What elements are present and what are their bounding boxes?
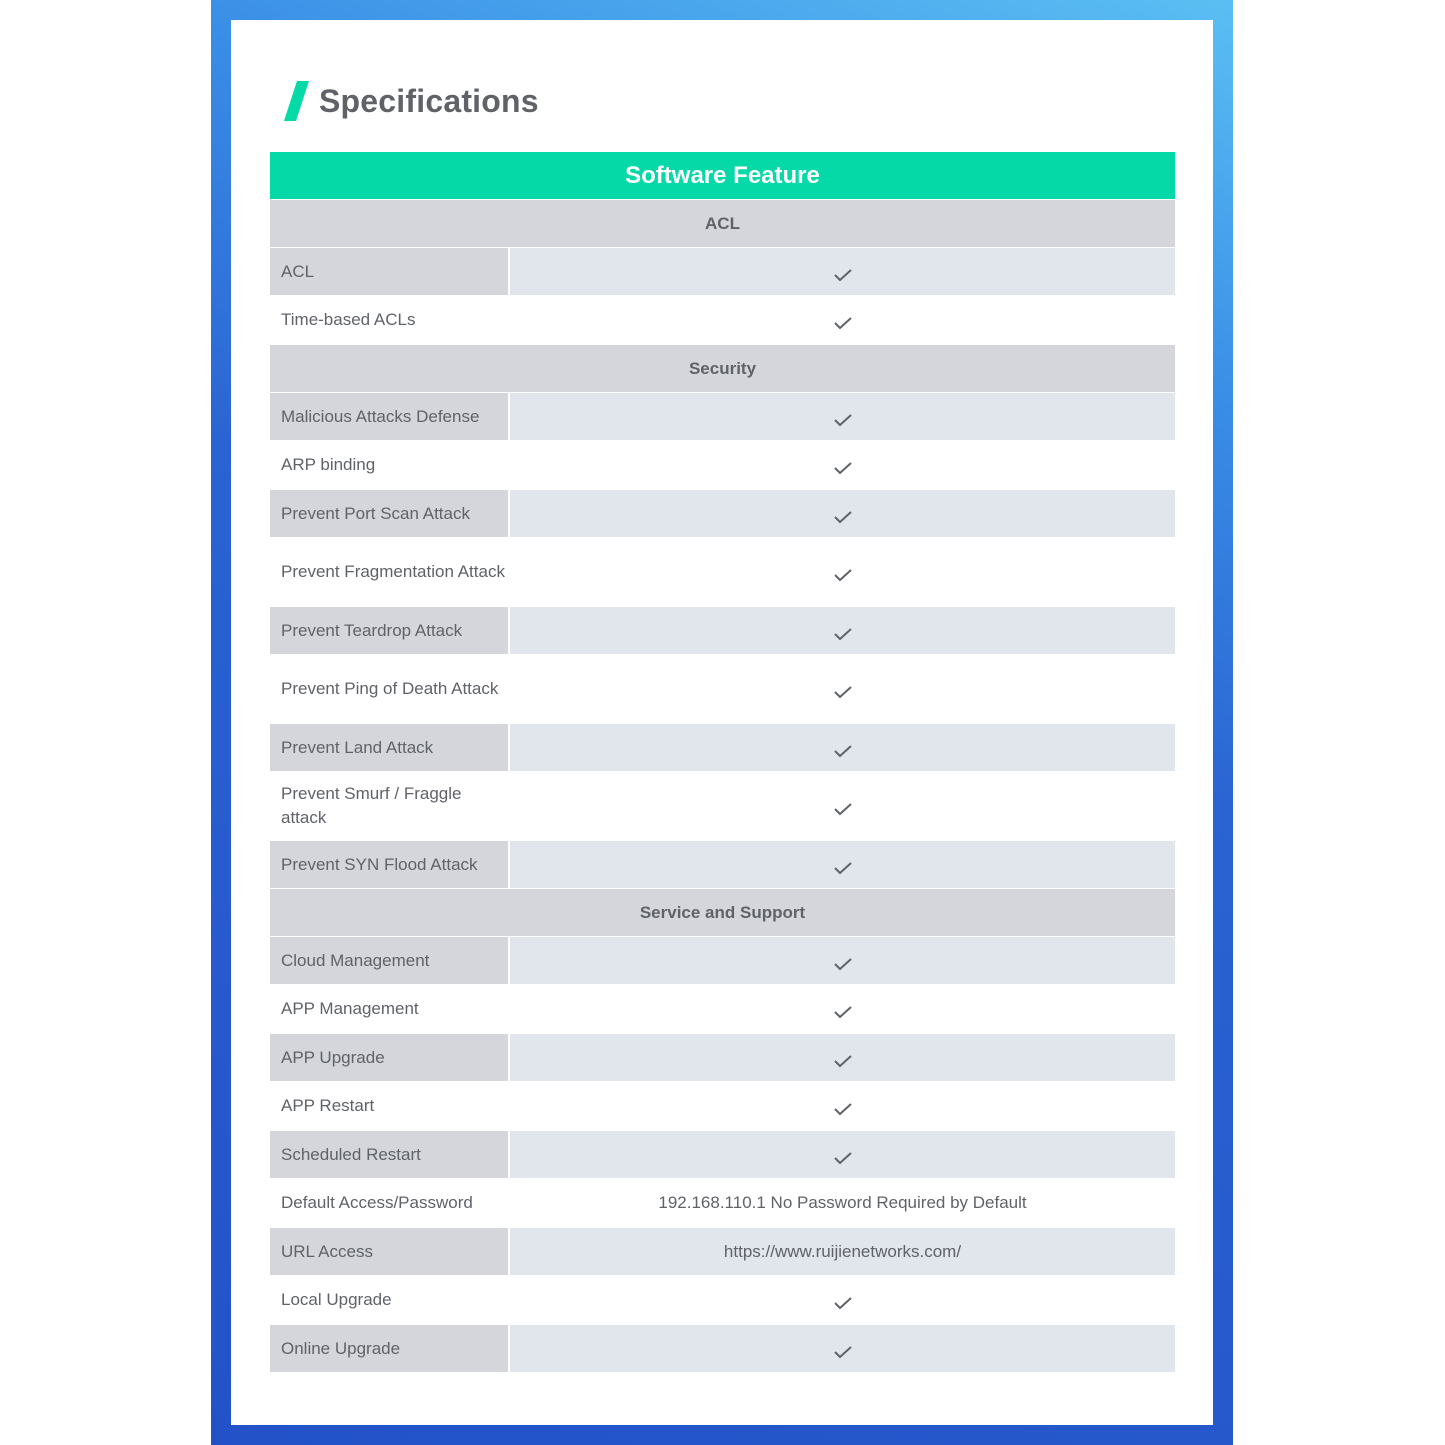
table-row	[270, 393, 1175, 440]
table-row	[270, 1082, 1175, 1130]
row-label: Malicious Attacks Defense	[270, 393, 508, 440]
row-value	[510, 841, 1175, 888]
row-value	[510, 1131, 1175, 1178]
table-row	[270, 1325, 1175, 1372]
section-header: Service and Support	[270, 889, 1175, 936]
spec-table	[270, 152, 1175, 1373]
row-value	[510, 490, 1175, 537]
table-row	[270, 841, 1175, 888]
row-value	[510, 985, 1175, 1033]
row-label: Prevent Smurf / Fraggle attack	[270, 772, 508, 840]
table-row	[270, 1228, 1175, 1275]
table-row	[270, 985, 1175, 1033]
table-row	[270, 724, 1175, 771]
row-label: Default Access/Password	[270, 1179, 508, 1227]
row-value	[510, 538, 1175, 606]
section-header: ACL	[270, 200, 1175, 247]
row-value	[510, 393, 1175, 440]
row-value	[510, 296, 1175, 344]
table-row	[270, 296, 1175, 344]
table-row	[270, 937, 1175, 984]
check-icon	[834, 860, 852, 874]
table-row	[270, 490, 1175, 537]
row-value	[510, 441, 1175, 489]
row-label: Local Upgrade	[270, 1276, 508, 1324]
page-title: Specifications	[319, 82, 539, 119]
row-label: Prevent Teardrop Attack	[270, 607, 508, 654]
section-header: Security	[270, 345, 1175, 392]
check-icon	[834, 801, 852, 815]
table-row	[270, 607, 1175, 654]
row-label: APP Upgrade	[270, 1034, 508, 1081]
table-row	[270, 248, 1175, 295]
check-icon	[834, 1053, 852, 1067]
row-label: Prevent SYN Flood Attack	[270, 841, 508, 888]
row-label: Scheduled Restart	[270, 1131, 508, 1178]
check-icon	[834, 684, 852, 698]
row-value	[510, 1082, 1175, 1130]
check-icon	[834, 267, 852, 281]
check-icon	[834, 743, 852, 757]
check-icon	[834, 509, 852, 523]
check-icon	[834, 1004, 852, 1018]
page-heading	[283, 78, 539, 124]
check-icon	[834, 1101, 852, 1115]
row-value: 192.168.110.1 No Password Required by Default	[510, 1179, 1175, 1227]
row-label: Prevent Land Attack	[270, 724, 508, 771]
row-label: APP Management	[270, 985, 508, 1033]
check-icon	[834, 956, 852, 970]
row-label: Cloud Management	[270, 937, 508, 984]
row-value	[510, 248, 1175, 295]
table-row	[270, 772, 1175, 840]
check-icon	[834, 567, 852, 581]
row-label: ARP binding	[270, 441, 508, 489]
table-row	[270, 1179, 1175, 1227]
slash-accent-icon	[283, 79, 327, 123]
table-title: Software Feature	[270, 152, 1175, 199]
check-icon	[834, 412, 852, 426]
row-label: Prevent Ping of Death Attack	[270, 655, 508, 723]
row-value	[510, 772, 1175, 840]
row-value	[510, 607, 1175, 654]
row-value	[510, 655, 1175, 723]
row-label: Online Upgrade	[270, 1325, 508, 1372]
table-row	[270, 1276, 1175, 1324]
row-label: Time-based ACLs	[270, 296, 508, 344]
check-icon	[834, 1150, 852, 1164]
row-value	[510, 724, 1175, 771]
row-label: URL Access	[270, 1228, 508, 1275]
row-label: Prevent Port Scan Attack	[270, 490, 508, 537]
table-row	[270, 655, 1175, 723]
table-row	[270, 1131, 1175, 1178]
row-label: ACL	[270, 248, 508, 295]
check-icon	[834, 1295, 852, 1309]
check-icon	[834, 460, 852, 474]
table-row	[270, 538, 1175, 606]
check-icon	[834, 626, 852, 640]
url-value: https://www.ruijienetworks.com/	[510, 1228, 1175, 1275]
row-value	[510, 1034, 1175, 1081]
table-row	[270, 441, 1175, 489]
row-label: Prevent Fragmentation Attack	[270, 538, 508, 606]
row-value	[510, 1276, 1175, 1324]
check-icon	[834, 315, 852, 329]
row-value	[510, 937, 1175, 984]
row-value	[510, 1325, 1175, 1372]
table-row	[270, 1034, 1175, 1081]
row-label: APP Restart	[270, 1082, 508, 1130]
check-icon	[834, 1344, 852, 1358]
